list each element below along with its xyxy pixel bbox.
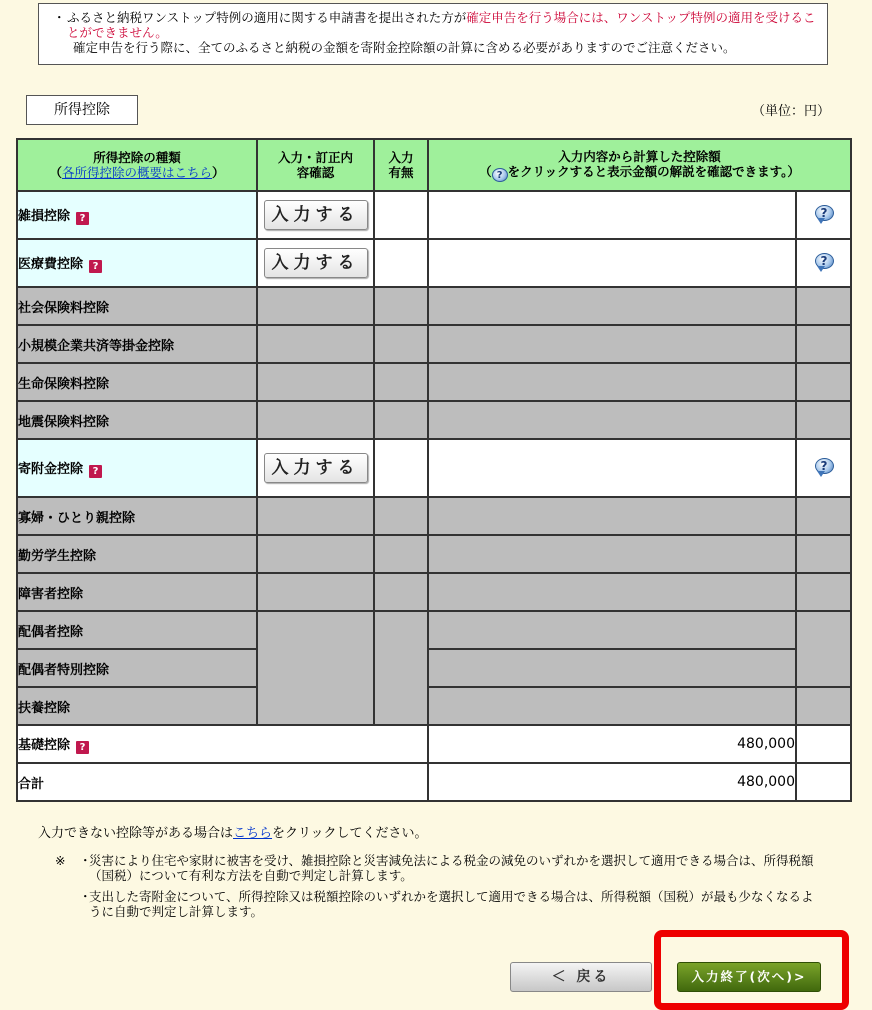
row-label-fuyou: 扶養控除 xyxy=(17,687,257,725)
help-cell xyxy=(796,191,851,239)
notice-bullet: ・ xyxy=(53,10,66,25)
table-row xyxy=(17,763,851,801)
notes xyxy=(55,853,825,919)
header-deduction-type: 所得控除の種類 （各所得控除の概要はこちら） xyxy=(17,139,257,191)
table-row xyxy=(17,725,851,763)
table-row xyxy=(17,439,851,497)
amount-cell xyxy=(428,439,796,497)
row-label-jishin: 地震保険料控除 xyxy=(17,401,257,439)
table-row xyxy=(17,239,851,287)
input-cell xyxy=(257,191,374,239)
help-mark-icon[interactable]: ? xyxy=(89,260,102,273)
overview-link[interactable]: 各所得控除の概要はこちら xyxy=(61,165,212,180)
table-row xyxy=(17,287,851,325)
kiso-amount: 480,000 xyxy=(428,725,796,763)
table-row xyxy=(17,497,851,535)
row-label-seimei: 生命保険料控除 xyxy=(17,363,257,401)
row-label-kiso: 基礎控除 ? xyxy=(17,725,428,763)
status-cell xyxy=(374,439,428,497)
table-header-row xyxy=(17,139,851,191)
row-label-zasson: 雑損控除 ? xyxy=(17,191,257,239)
question-icon[interactable]: ? xyxy=(812,458,836,478)
row-label-haiguu: 配偶者控除 xyxy=(17,611,257,649)
back-button[interactable]: ＜ 戻る xyxy=(510,962,652,992)
row-label-kifu: 寄附金控除 ? xyxy=(17,439,257,497)
amount-cell xyxy=(428,191,796,239)
row-label-iryo: 医療費控除 ? xyxy=(17,239,257,287)
question-icon[interactable]: ? xyxy=(812,253,836,273)
row-label-shogai: 障害者控除 xyxy=(17,573,257,611)
note-item: ※ ・ 災害により住宅や家財に被害を受け、雑損控除と災害減免法による税金の減免のいずれかを選択して適用できる場合は、所得税額（国税）について有利な方法を自動で判定し計算します。 xyxy=(55,853,814,883)
table-row xyxy=(17,401,851,439)
header-input-status: 入力有無 xyxy=(374,139,428,191)
status-cell xyxy=(374,239,428,287)
here-link[interactable]: こちら xyxy=(233,826,273,841)
note-item: ・ 支出した寄附金について、所得控除又は税額控除のいずれかを選択して適用できる場合は、所得税額（国税）が最も少なくなるように自動で判定し計算します。 xyxy=(79,889,814,919)
amount-cell xyxy=(428,239,796,287)
input-cell xyxy=(257,239,374,287)
header-input-confirm: 入力・訂正内容確認 xyxy=(257,139,374,191)
notice-box xyxy=(38,3,828,65)
table-row xyxy=(17,573,851,611)
row-label-shakai: 社会保険料控除 xyxy=(17,287,257,325)
table-row xyxy=(17,687,851,725)
question-icon: ? xyxy=(492,168,508,182)
help-cell xyxy=(796,439,851,497)
input-cell xyxy=(257,439,374,497)
table-row xyxy=(17,611,851,649)
row-label-total: 合計 xyxy=(17,763,428,801)
table-row xyxy=(17,363,851,401)
table-row xyxy=(17,325,851,363)
table-row xyxy=(17,191,851,239)
header-calculated-amount: 入力内容から計算した控除額 （ ? をクリックすると表示金額の解説を確認できます。） xyxy=(428,139,851,191)
row-label-kinro: 勤労学生控除 xyxy=(17,535,257,573)
unavailable-deduction-text: 入力できない控除等がある場合はこちらをクリックしてください。 xyxy=(38,826,428,841)
help-cell xyxy=(796,239,851,287)
row-label-shokibo: 小規模企業共済等掛金控除 xyxy=(17,325,257,363)
question-icon[interactable]: ? xyxy=(812,205,836,225)
deduction-table xyxy=(16,138,852,802)
highlight-box xyxy=(654,930,849,1010)
help-mark-icon[interactable]: ? xyxy=(76,212,89,225)
finish-input-next-button[interactable]: 入力終了(次へ)> xyxy=(677,962,821,992)
status-cell xyxy=(374,191,428,239)
input-button-iryo[interactable]: 入力する xyxy=(264,248,368,278)
table-row xyxy=(17,535,851,573)
row-label-kafu: 寡婦・ひとり親控除 xyxy=(17,497,257,535)
help-mark-icon[interactable]: ? xyxy=(76,741,89,754)
notice-text-line2: 確定申告を行う際に、全てのふるさと納税の金額を寄附金控除額の計算に含める必要がありますのでご注意ください。 xyxy=(73,40,736,55)
notice-text-black: ふるさと納税ワンストップ特例の適用に関する申請書を提出された方が xyxy=(67,10,467,25)
row-label-haiguu-tokubetsu: 配偶者特別控除 xyxy=(17,649,257,687)
unit-label: （単位：円） xyxy=(751,104,830,119)
notice-text-red: 確定申告を行う場合には、ワンストップ特例の適用を受けることができません。 xyxy=(67,10,816,40)
input-button-kifu[interactable]: 入力する xyxy=(264,453,368,483)
table-row xyxy=(17,649,851,687)
section-title: 所得控除 xyxy=(26,95,138,125)
help-mark-icon[interactable]: ? xyxy=(89,465,102,478)
total-amount: 480,000 xyxy=(428,763,796,801)
input-button-zasson[interactable]: 入力する xyxy=(264,200,368,230)
